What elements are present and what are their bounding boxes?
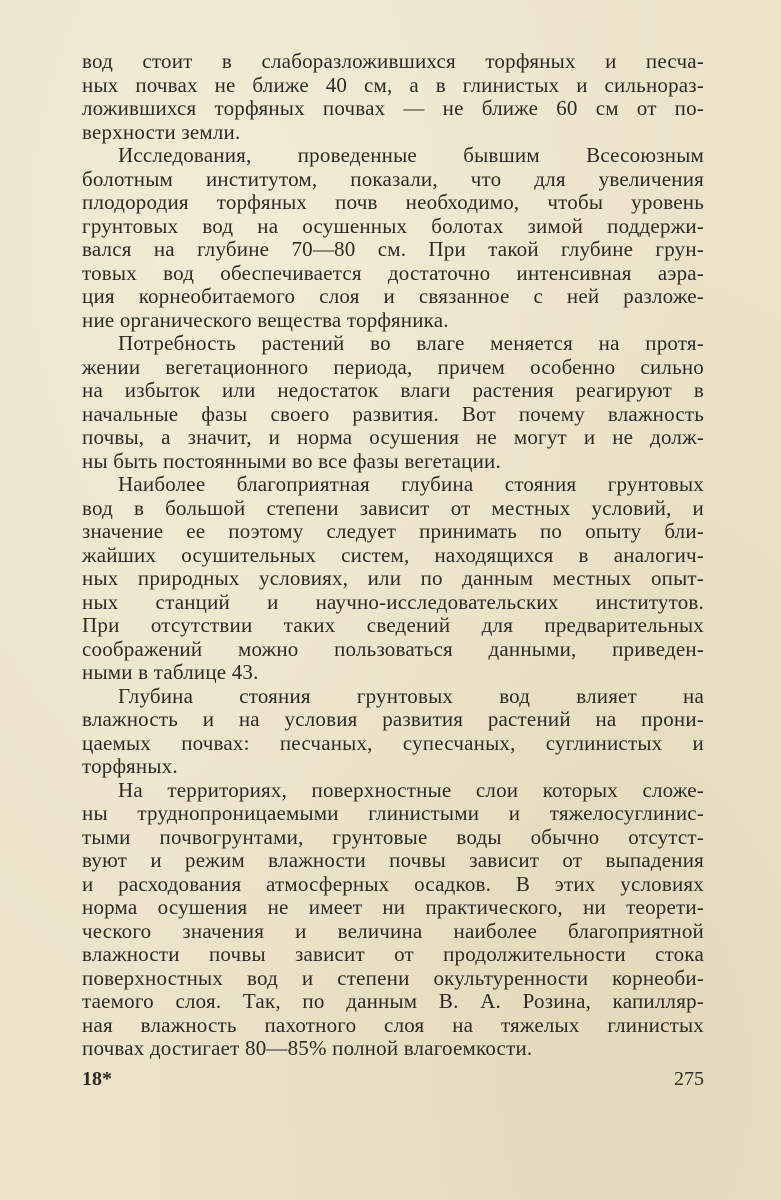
text-line: ных природных условиях, или по данным местных опыт-	[82, 566, 704, 590]
text-line: цаемых почвах: песчаных, супесчаных, суглинистых и	[82, 730, 704, 755]
text-line: плодородия торфяных почв необходимо, чтобы уровень	[82, 190, 704, 214]
text-line: вуют и режим влажности почвы зависит от выпадения	[82, 848, 704, 872]
text-line: болотным институтом, показали, что для увеличения	[82, 166, 704, 191]
text-line: товых вод обеспечивается достаточно интенсивная аэра-	[82, 260, 704, 285]
text-line: ная влажность пахотного слоя на тяжелых глинистых	[82, 1012, 704, 1037]
paragraph	[82, 50, 704, 144]
text-line: поверхностных вод и степени окультуренности корнеоби-	[82, 965, 704, 990]
text-line: ны труднопроницаемыми глинистыми и тяжелосуглинис-	[82, 801, 704, 825]
text-line: влажности почвы зависит от продолжительности стока	[82, 942, 704, 966]
text-line: Наиболее благоприятная глубина стояния грунтовых	[118, 472, 704, 496]
text-line: вод в большой степени зависит от местных условий, и	[82, 495, 704, 520]
signature-mark: 18*	[82, 1068, 112, 1090]
text-line: ны быть постоянными во все фазы вегетации.	[82, 448, 501, 473]
paragraph	[82, 685, 704, 779]
text-line: Потребность растений во влаге меняется на протя-	[118, 331, 704, 355]
text-line: грунтовых вод на осушенных болотах зимой поддержи-	[82, 213, 704, 238]
text-line: верхности земли.	[82, 119, 241, 144]
text-line: и расходования атмосферных осадков. В этих условиях	[82, 871, 704, 896]
text-line: ных станций и научно-исследовательских институтов.	[82, 589, 704, 614]
text-line: жении вегетационного периода, причем особенно сильно	[82, 354, 704, 379]
text-line: почвы, а значит, и норма осушения не могут и не долж-	[82, 425, 704, 449]
text-line: значение ее поэтому следует принимать по опыту бли-	[82, 519, 704, 543]
text-line: начальные фазы своего развития. Вот почему влажность	[82, 401, 704, 426]
text-line: вод стоит в слаборазложившихся торфяных и песча-	[82, 49, 704, 73]
text-line: таемого слоя. Так, по данным В. А. Розина, капилляр-	[82, 989, 704, 1013]
text-line: ческого значения и величина наиболее благоприятной	[82, 918, 704, 943]
page-body	[82, 50, 704, 1061]
text-line: ложившихся торфяных почвах — не ближе 60 см от по-	[82, 96, 704, 120]
text-line: торфяных.	[82, 754, 178, 778]
text-line: жайших осушительных систем, находящихся в аналогич-	[82, 542, 704, 567]
text-line: норма осушения не имеет ни практического, ни теорети-	[82, 895, 704, 919]
page-footer	[82, 1068, 704, 1094]
text-line: на избыток или недостаток влаги растения реагируют в	[82, 378, 704, 402]
text-line: вался на глубине 70—80 см. При такой глубине грун-	[82, 237, 704, 261]
text-line: соображений можно пользоваться данными, приведен-	[82, 636, 704, 661]
page-number: 275	[674, 1068, 704, 1090]
text-line: ных почвах не ближе 40 см, а в глинистых и сильнораз-	[82, 72, 704, 97]
text-line: При отсутствии таких сведений для предварительных	[82, 613, 704, 637]
text-line: влажность и на условия развития растений на прони-	[82, 707, 704, 731]
text-line: ными в таблице 43.	[82, 660, 259, 684]
text-line: почвах достигает 80—85% полной влагоемкости.	[82, 1036, 533, 1060]
text-line: На территориях, поверхностные слои которых сложе-	[118, 777, 704, 802]
text-line: Исследования, проведенные бывшим Всесоюзным	[118, 143, 704, 167]
paragraph	[82, 779, 704, 1061]
text-line: ние органического вещества торфяника.	[82, 307, 449, 332]
text-line: Глубина стояния грунтовых вод влияет на	[118, 683, 704, 708]
text-line: ция корнеобитаемого слоя и связанное с ней разложе-	[82, 284, 704, 308]
text-line: тыми почвогрунтами, грунтовые воды обычно отсутст-	[82, 824, 704, 849]
paragraph	[82, 332, 704, 473]
paragraph	[82, 144, 704, 332]
paragraph	[82, 473, 704, 685]
